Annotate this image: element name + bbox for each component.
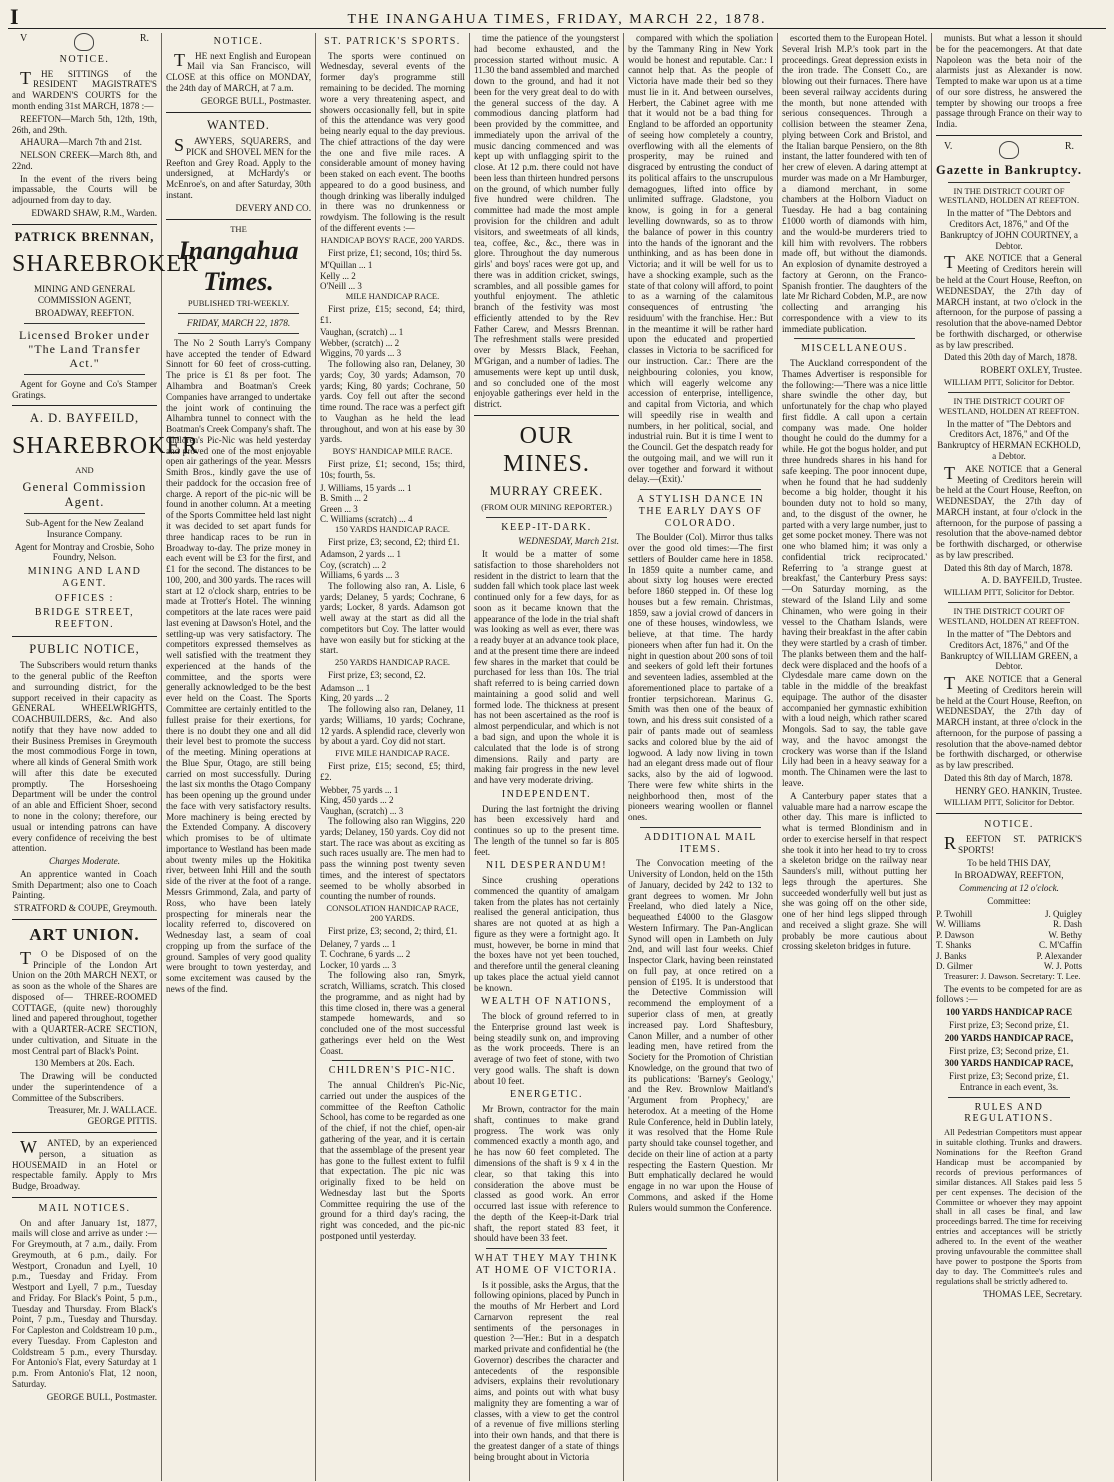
committee-member: C. M'Caffin	[1039, 940, 1082, 951]
court-solicitor: WILLIAM PITT, Solicitor for Debtor.	[943, 376, 1075, 387]
court-matter: In the matter of "The Debtors and Creditors Act, 1876," and Of the Bankruptcy of HERMAN ECKHOLD, a Debtor.	[937, 418, 1081, 461]
picnic-continued: time the patience of the youngsterst had become exhausted, and the procession started without music. A 11.30 the band assembled and marched down to the ground, and had it not been for the very great deal to do with the general success of the day. A commodious dancing platform had been provided by the committee, and immediately upon the arrival of the music dancing commenced and was kept up with unflagging spirit to the close. At 12 p.m. there could not have been less than thirteen hundred persons on the ground, of which number fully five hundred were children. The committee had made the most ample provision for the children and adult visitors, and sweetmeats of all kinds, tea, coffee, &c., &c., there was in glore. Throughout the day numerous girls' and boys' races were got up, and there was in addition cricket, swings, scrambles, and all possible games for youthful enjoyment. The athletic branch of the festivity was most efficiently attended to by the Rev Father Carew, and Messrs Brennan. The refreshment stalls were presided over by Messrs Black, Feehan, M'Grigan, and a number of ladies. The amusements were kept up until dusk, and so concluded one of the most enjoyable gatherings ever held in the district.	[474, 33, 619, 410]
race-result: Vaughan, (scratch) ... 1	[320, 327, 404, 338]
committee-heading: Committee:	[987, 895, 1031, 906]
column-3	[316, 33, 470, 1481]
race-prizes: First prize, £3; second, 2; third, £1.	[328, 926, 458, 937]
race-heading: CONSOLATION HANDICAP RACE, 200 YARDS.	[326, 903, 459, 924]
race-prizes: First prize, £3; second, £2; third £1.	[328, 536, 460, 547]
event-title: 200 YARDS HANDICAP RACE,	[944, 1032, 1074, 1043]
race-result: Webber, (scratch) ... 2	[320, 337, 400, 348]
rules-heading: RULES AND REGULATIONS.	[964, 1101, 1054, 1125]
committee-row	[936, 909, 1082, 920]
divider	[948, 1097, 1070, 1098]
mail-signature: GEORGE BULL, Postmaster.	[46, 1391, 157, 1402]
sports-notice-heading: NOTICE.	[984, 819, 1034, 831]
bayfeild-mining: MINING AND LAND AGENT.	[27, 566, 142, 589]
divider	[24, 323, 145, 324]
committee-member: P. Alexander	[1036, 950, 1082, 961]
race-result: Adamson, 2 yards ... 1	[320, 549, 401, 560]
court-dated: Dated this 8th day of March, 1878.	[944, 772, 1073, 783]
masthead-title: THE INANGAHUA TIMES, FRIDAY, MARCH 22, 1878.	[347, 12, 767, 27]
event-prizes: First prize, £3; Second prize, £1.	[949, 1045, 1069, 1056]
committee-member: R. Dash	[1053, 919, 1082, 930]
race-prizes: First prize, £15; second, £5; third, £2.	[320, 760, 465, 782]
race-note: The following also ran, A. Lisle, 6 yards; Delaney, 5 yards; Cochrane, 6 yards; Locker, 8 yards. Adamson got well away at the start as did all the competitors but Coy. The latter would have won easily but for sticking at the start.	[320, 580, 465, 656]
misc-heading: MISCELLANEOUS.	[801, 343, 908, 355]
race-note: The following also ran, Smyrk, scratch, Williams, scratch. This closed the programme, and as night had by this time closed in, there was a general stampede homewards, and so concluded one of the most successful gatherings ever held on the West Coast.	[320, 970, 465, 1056]
vr-right: R.	[139, 33, 149, 44]
vr-crest-row	[936, 141, 1082, 159]
race-result: Wiggins, 70 yards ... 3	[320, 348, 402, 359]
rules-signature: THOMAS LEE, Secretary.	[983, 1288, 1082, 1299]
won-text: The block of ground referred to in the Enterprise ground last week is being steadily sunk on, and improving as the work proceeds. There is an average of two feet of stone, with two very good walls. The shaft is down about 10 feet.	[474, 1011, 619, 1086]
masthead	[8, 6, 1106, 29]
dance-text: The Boulder (Col). Mirror thus talks over the good old times:—The first settlers of Boulder came here in 1858. In 1859 quite a number came, and about sixty log houses were erected before 1860 stepped in. Of these log houses but a few remain. Christmas, 1859, saw a jovial crowd of dancers in one of these houses, windowless, we believe, at that time. The hardy pioneers when after fun had it. On the night in question about 200 sons of toil and seekers of gold left their fortunes and seventeen ladies, assembled at the aforementioned place to partake of a frontier terpsichorean. Marinus G. Smith was then one of the beaux of town, and his dress suit consisted of a pair of pants made out of seamless sacks and colored blue by the aid of logwood. A lady now living in town had an elegant dress made out of flour sacks, also by the aid of logwood. There were few white shirts in the neighborhood then, most of the pioneers wearing woollen or flannel ones.	[628, 532, 773, 823]
race-heading: 250 YARDS HANDICAP RACE.	[334, 657, 451, 668]
divider	[24, 374, 145, 375]
divider	[948, 602, 1070, 603]
kt-text: It would be a matter of some satisfaction to those shareholders not resident in the district to learn that the sudden fall which took place last week continued only for a few days, for as soon as it became known that the appearance of the lode in the trial shaft was looking as well as ever, there was a ready buyer at an advance took place, and at the present time there are indeed few shares in the market that could be purchased for less than 10s. The trial shaft referred to is being carried down maintaining a good solid and well formed lode. The thickness at present has not been ascertained as the roof is almost perpendicular, and which is not a bad sign, and upon the whole it is calculated that the lode is of strong dimensions. Raily and party are making fair progress in the new level and have very moderate driving.	[474, 548, 619, 786]
race-result: Delaney, 7 yards ... 1	[320, 938, 396, 949]
divider	[948, 392, 1070, 393]
race-heading: BOYS' HANDICAP MILE RACE.	[332, 446, 453, 457]
column-7	[932, 33, 1086, 1481]
sittings-nelson: NELSON CREEK—March 8th, and 22nd.	[12, 150, 157, 171]
what-heading: WHAT THEY MAY THINK AT HOME OF VICTORIA.	[474, 1253, 619, 1276]
energetic-heading: ENERGETIC.	[509, 1089, 584, 1101]
divider	[12, 1132, 157, 1133]
bayfeild-offices: OFFICES :	[55, 592, 114, 604]
race-result: J. Williams, 15 yards ... 1	[320, 482, 412, 493]
bayfeild-street: BRIDGE STREET, REEFTON.	[34, 607, 135, 630]
race-heading: 150 YARDS HANDICAP RACE.	[334, 523, 451, 534]
art-union-text: TO be Disposed of on the Principle of the London Art Union on the 20th MARCH NEXT, or as soon as the whole of the Shares are disposed of— THREE-ROOMED COTTAGE, (quite new) thoroughly lined and papered throughout, together with a QUARTER-ACRE SECTION, under cultivation, and Situate in the most Central part of Black's Point.	[12, 947, 157, 1056]
court-heading: IN THE DISTRICT COURT OF WESTLAND, HOLDEN AT REEFTON.	[938, 395, 1080, 416]
court-dated: Dated this 8th day of March, 1878.	[944, 562, 1073, 573]
what-continued: compared with which the spoliation by the Tammany Ring in New York would be honest and reputable. Car.: I cannot help that. As the people of Victoria have made their bed so they must lie in it. And between ourselves, Herbert, the Cabinet agree with me that it would not be a bad thing for England to be afforded an opportunity of seeing how completely a country, overflowing with all the elements of prosperity, may be ruined and disgraced by entrusting the conduct of its political affairs to the unscrupulous demagogues, lifted into office by unlimited suffrage. Gladstone, you know, is going in for a general levelling downwards, so as to throw the balance of power in this country into the hands of the ignorant and the unthinking, and as has been done in Victoria; and it will be well for us to have a shocking example, such as the state of that colony will afford, to point to as a warning of the calamitous consequences of entrusting 'the residuum' with the franchise. Her.: But in the meantime it will be rather hard upon the educated and propertied classes in Victoria to be sacrificed for our instruction. Car.: There are the neighbouring colonies, you know, which will eagerly welcome any accession of enterprise, intelligence, and capital from Victoria, and which will speedily rise in wealth and numbers, in her political, social, and industrial ruin. But it is time I went to the Council. Get the despatch ready for the outgoing mail, and we will run it over together and forward it without delay.—(Exit).'	[628, 33, 773, 485]
court-dated: Dated this 20th day of March, 1878.	[944, 352, 1078, 363]
race-note: The following also ran, Delaney, 30 yards; Coy, 30 yards; Adamson, 70 yards; King, 80 yards; Cochrane, 50 yards. Coy fell out after the second time round. The race was a perfect gift to Vaughan as he held the lead throughout, and won at his ease by 30 yards.	[320, 358, 465, 445]
committee-member: J. Quigley	[1045, 908, 1082, 919]
royal-crest-icon	[999, 141, 1019, 159]
public-notice-signature: STRATFORD & COUPE, Greymouth.	[13, 903, 157, 914]
paper-date: FRIDAY, MARCH 22, 1878.	[186, 318, 291, 329]
divider	[166, 219, 311, 220]
bayfeild-and: AND	[75, 464, 94, 475]
court-notice: TAKE NOTICE that a General Meeting of Creditors herein will be held at the Court House, Reefton, on WEDNESDAY, the 27th day of MARCH instant, at three o'clock in the afternoon, for the purpose of passing a resolution that the above-named debtor be forthwith discharged, or otherwise as by law prescribed.	[936, 673, 1082, 771]
committee-member: P. Dawson	[936, 929, 975, 940]
sittings-text: THE SITTINGS of the RESIDENT MAGISTRATE'S and WARDEN'S COURTS for the month ending 31st MARCH, 1878 :—	[12, 67, 157, 111]
mines-from: (FROM OUR MINING REPORTER.)	[481, 501, 612, 512]
committee-member: D. Gilmer	[936, 961, 973, 972]
page-mark: I	[10, 4, 21, 29]
art-union-drawing: The Drawing will be conducted under the superintendence of a Committee of the Subscribers.	[12, 1071, 157, 1103]
race-result: Webber, 75 yards ... 1	[320, 784, 399, 795]
court-solicitor: WILLIAM PITT, Solicitor for Debtor.	[943, 797, 1075, 808]
race-note: The following also ran, Delaney, 11 yards; Williams, 10 yards; Cochrane, 12 yards. A splendid race, cleverly won by about a yard. Coy did not start.	[320, 703, 465, 747]
editorial-text: The No 2 South Larry's Company have accepted the tender of Edward Sinnott for 60 feet of cross-cutting. The price is £1 8s per foot. The Alhambra and Boatman's Creek Companies have arranged to undertake the joint work of continuing the Alhambra tunnel to connect with the Boatman's Creek Company's shaft. The Children's Pic-Nic was held yesterday and proved one of the most enjoyable open air gatherings of the year. Messrs Smith Bros., kindly gave the use of their paddock for the occasion free of charge. A report of the pic-nic will be found in another column. At a meeting of the Sports Committee held last night it was decided to set apart funds for three handicap races to be run in Broadway to-day. The prize money in each event will be £3 for the first, and £1 for the second. The distances to be 100, 200, and 300 yards. The races will start at 12 o'clock sharp, entries to be made at Trotter's Hotel. The winning competitors at the late races were paid last evening at Dawson's Hotel, and the settling-up was very satisfactory. The competitors expressed themselves as well satisfied with the treatment they experienced at the hands of the committee, and the sports were generally acknowledged to be the best ever held on the Coast. The Sports Committee are certainly entitled to the fullest praise for their exertions, for there is no doubt they one and all did their level best to promote the success of the meeting. Mining operations at the Blue Spur, Otago, are still being carried on most successfully. During the last six months the Otago Company has been opening up the ground under the face with very satisfactory results. More machinery is being erected by the Extended Company. A discovery which promises to be of ultimate importance to Westland has been made about twenty miles up the Hokitika river, between Inhi Hill and the south side of the river at the foot of a range. Messrs Grimmond, Zala, and party of Ross, who have been lately prospecting for minerals near the locality referred to, discovered on Wednesday last, a seam of coal cropping up from the surface of the ground. Samples of very good quality were brought to town yesterday, and some excitement was caused by the news of the find.	[166, 337, 311, 994]
divider	[12, 224, 157, 225]
wanted-heading: WANTED.	[207, 117, 270, 132]
picnic-heading: CHILDREN'S PIC-NIC.	[328, 1065, 457, 1077]
art-union-heading: ART UNION.	[29, 924, 140, 944]
divider	[936, 135, 1082, 136]
column-5	[624, 33, 778, 1481]
paper-published: PUBLISHED TRI-WEEKLY.	[187, 298, 290, 309]
committee-member: W. J. Potts	[1043, 961, 1082, 972]
misc-text: The Auckland correspondent of the Thames Advertiser is responsible for the following:—'There was a nice little share swindle the other day, but unfortunately for the chap who played first fiddle. A call upon a certain company was made. One holder thought he could do the dummy for a while. He got the bogus holder, and put three hundreds shares in his hand for safe keeping. The poor innocent dupe, when he found that he had suddenly become a big holder, thought it his bounden duty not to hold so many, and, to the disgust of the owner, he parted with a very large number, just to get some pocket money. There was not one who blamed him; it was only a confidential trick reciprocated.' Referring to 'a strange guest at breakfast,' the Canterbury Press says:—On Saturday morning, as the steward of the Island Lily and some Chinamen, who were going in their vessel to the Chatham Islands, were having their breakfast in the after cabin they were startled by a crash of timber. The planks between them and the half-deck were displaced and the hoofs of a Clydesdale mare came down on the table in the middle of the breakfast equipage. The author of the disaster accompanied her gymnastic exhibition with a loud neigh, which rather scared Mongols. Sad to say, the table gave way, and the havoc amongst the crockery was worse than if the Island Lily had been in a heavy seaway for a month. The Chinamen were the last to leave.	[782, 358, 927, 788]
columns	[8, 33, 1106, 1481]
divider	[948, 182, 1070, 183]
committee-member: P. Twohill	[936, 908, 973, 919]
column-6	[778, 33, 932, 1481]
race-result: Green ... 3	[320, 503, 358, 514]
race-result: T. Cochrane, 6 yards ... 2	[320, 949, 411, 960]
sports-heading: ST. PATRICK'S SPORTS.	[324, 36, 461, 47]
race-heading: FIVE MILE HANDICAP RACE.	[335, 748, 450, 759]
divider	[12, 1197, 157, 1198]
mail-items-continued: escorted them to the European Hotel. Several Irish M.P.'s took part in the proceedings. Great depression exists in the iron trade. The Consett Co., are blowing out their furnaces. There have been several railway accidents during the month, but none attended with serious consequences. Through a collision between the steamer Zena, plying between Cork and Bristol, and the Italian barque Pensiero, on the 8th instant, the latter foundered with ten of her crew of eleven. A daring attempt at murder was made on a Mr Hamburger, a diamond merchant, in some chambers at the Holborn Viaduct on Tuesday. He had a bag containing £1000 worth of diamonds with him, and the would-be murderers tried to kill him with revolvers. The robbers made off, but without the diamonds. An explosion of dynamite destroyed a factory at Geronn, on the Franco-Spanish frontier. The daughters of the late Mr Richard Cobden, M.P., are now collecting and arranging his correspondence with a view to its immediate publication.	[782, 33, 927, 334]
vr-left: V	[20, 33, 28, 44]
race-result: O'Neill ... 3	[320, 281, 362, 292]
court-solicitor: WILLIAM PITT, Solicitor for Debtor.	[943, 587, 1075, 598]
vr-right: R.	[1064, 140, 1074, 152]
bayfeild-subagent: Sub-Agent for the New Zealand Insurance Company.	[25, 518, 144, 539]
divider	[12, 919, 157, 920]
court-notice: TAKE NOTICE that a General Meeting of Creditors herein will be held at the Court House, Reefton, on WEDNESDAY, the 27th day of MARCH instant, at two o'clock in the afternoon, for the purpose of passing a resolution that the above-named Debtor be forthwith discharged, or otherwise as by law prescribed.	[936, 252, 1082, 350]
event-prizes: First prize, £3; Second prize, £1. Entrance in each event, 3s.	[949, 1071, 1069, 1092]
race-prizes: First prize, £3; second, £2.	[328, 670, 426, 681]
art-union-signature: Treasurer, Mr. J. WALLACE. GEORGE PITTIS.	[48, 1105, 157, 1127]
dance-heading: A STYLISH DANCE IN THE EARLY DAYS OF COLORADO.	[636, 494, 765, 529]
kt-heading: KEEP-IT-DARK.	[501, 521, 592, 533]
independent-heading: INDEPENDENT.	[501, 788, 592, 800]
column-4	[470, 33, 624, 1481]
divider	[486, 1248, 607, 1249]
royal-crest-icon	[74, 33, 94, 51]
race-result: Kelly ... 2	[320, 270, 356, 281]
divider	[474, 415, 619, 416]
committee-row	[936, 940, 1082, 951]
column-2	[162, 33, 316, 1481]
sittings-reefton: REEFTON—March 5th, 12th, 19th, 26th, and 29th.	[12, 113, 157, 135]
wanted-signature: DEVERY AND CO.	[235, 202, 311, 213]
mines-heading: OUR MINES.	[503, 422, 590, 477]
energetic-text: Mr Brown, contractor for the main shaft, continues to make grand progress. The work was only commenced exactly a month ago, and he has now 60 feet completed. The dimensions of the shaft is 9 x 4 in the clear, so that taking this into consideration the above must be classed as good work. An error occurred last issue with reference to the depth of the Keep-it-Dark trial shaft, the report stated 83 feet, it should have been 33 feet.	[474, 1104, 619, 1244]
bayfeild-general: General Commission Agent.	[22, 479, 147, 509]
court-trustee: HENRY GEO. HANKIN, Trustee.	[955, 785, 1082, 796]
sports-intro: The sports were continued on Wednesday, several events of the former day's programme still remaining to be decided. The morning wore a very threatening aspect, and showers occasionally fell, but in spite of this the attendance was very good being nearly equal to the day previous. The chief attractions of the day were the one and five mile races. A considerable amount of money having been staked on each event. The booths appeared to do a good business, and though drinking was liberally indulged in there was no drunkenness or rowdyism. The following is the result of the different events :—	[320, 50, 465, 233]
divider	[332, 1060, 453, 1061]
divider	[178, 313, 299, 314]
divider	[166, 112, 311, 113]
race-result: B. Smith ... 2	[320, 493, 368, 504]
public-notice-text: The Subscribers would return thanks to the general public of the Reefton and surrounding district, for the support received in their capacity as GENERAL WHEELWRIGHTS, COACHBUILDERS, &c. And also notify that they have now added to their Business Premises in Greymouth the most commodious Forge in town, where all kinds of General Smith work will after this date be executed promptly. The Horseshoeing Department will be under the control of an able and Efficient Shoer, second to none in the colony; therefore, our usual or intending patrons can have every confidence of receiving the best attention.	[12, 660, 157, 854]
divider	[640, 489, 761, 490]
divider	[794, 338, 915, 339]
event-prizes: First prize, £3; Second prize, £1.	[949, 1020, 1069, 1031]
race-result: C. Williams (scratch) ... 4	[320, 514, 413, 525]
picnic-text: The annual Children's Pic-Nic, carried out under the auspices of the committee of the Reefton Catholic School, has come to be regarded as one of the chief, if not the chief, open-air gathering of the year, and it is certain that the assemblage of the present year has gone to the fullest extent to fulfil that expectation. The pic nic was originally fixed to be held on Wednesday last but the Sports Committee requiring the use of the ground for a third day's racing, the right was conceded, and the pic-nic postponed until yesterday.	[320, 1080, 465, 1241]
race-prizes: First prize, £1; second, 15s; third, 10s; fourth, 5s.	[320, 459, 465, 480]
brennan-name: PATRICK BRENNAN,	[14, 229, 155, 244]
sittings-signature: EDWARD SHAW, R.M., Warden.	[31, 207, 157, 218]
canterbury-text: A Canterbury paper states that a valuable mare had a narrow escape the other day. This mare is inflicted to what is termed Blondinism and in order to exercise herself in that respect she took it into her head to try to cross a skeleton bridge on the railway near Saunders's mill, without putting her legs through the apertures. She succeeded wonderfully well but just as she was going off on the other side, one of her hind legs slipped through and received a slight graze. She will probably be more cautious about crossing skeleton bridges in future.	[782, 790, 927, 952]
rules-text: All Pedestrian Competitors must appear in suitable clothing. Trunks and drawers. Nominations for the Reefton Grand Handicap must be accompanied by records of previous performances of similar distances. All Stakes paid less 5 per cent expenses. The decision of the Committee or whoever they may appoint shall in all cases be final, and law proceedings barred. The time for receiving entries and acceptances will be strictly adhered to. In the event of the weather proving unfavourable the committee shall have power to postpone the Sports from day to day. The Committee's rules and regulations shall be strictly adhered to.	[936, 1126, 1082, 1287]
sports-notice-held: To be held THIS DAY,	[967, 857, 1051, 868]
notice-heading: NOTICE.	[213, 36, 264, 47]
committee-row	[936, 930, 1082, 941]
public-notice-charges: Charges Moderate.	[48, 856, 121, 867]
race-result: King, 20 yards ... 2	[320, 693, 389, 704]
notice-signature: GEORGE BULL, Postmaster.	[200, 95, 311, 106]
court-heading: IN THE DISTRICT COURT OF WESTLAND, HOLDEN AT REEFTON.	[938, 606, 1080, 627]
race-result: Coy, (scratch) ... 2	[320, 559, 387, 570]
column-1	[8, 33, 200, 1481]
divider	[12, 636, 157, 637]
race-result: Vaughan, (scratch) ... 3	[320, 805, 404, 816]
what-text: Is it possible, asks the Argus, that the following opinions, placed by Punch in the mouths of Mr Herbert and Lord Carnarvon represent the real sentiments of the personages in question ?—'Her.: But in a despatch marked private and confidential he (the Governor) describes the character and antecedents of the responsible advisers, explains their revolutionary aims, and points out with what busy malignity they are fomenting a war of classes, with a view to get the control of a revenue of five millions sterling into their own hands, and that there is the greatest danger of a state of things being brought about in Victoria	[474, 1279, 619, 1462]
gazette-heading: Gazette in Bankruptcy.	[936, 162, 1082, 177]
divider	[12, 405, 157, 406]
kt-date: WEDNESDAY, March 21st.	[518, 536, 619, 547]
court-trustee: A. D. BAYFEILD, Trustee.	[981, 575, 1082, 586]
treasurer-line: Treasurer: J. Dawson. Secretary: T. Lee.	[944, 970, 1081, 981]
bayfeild-title: SHAREBROKER	[12, 432, 200, 459]
race-note: The following also ran Wiggins, 220 yards; Delaney, 150 yards. Coy did not start. The race was about as exciting as such races usually are. The men had to pass the winning post twenty seven times, and the interest of spectators seemed to be wholly absorbed in counting the number of rounds.	[320, 816, 465, 902]
paper-nameplate: Inangahua Times.	[178, 236, 299, 296]
court-trustee: ROBERT OXLEY, Trustee.	[980, 365, 1082, 376]
events-intro: The events to be competed for are as follows :—	[936, 983, 1082, 1005]
bayfeild-name: A. D. BAYFEILD,	[29, 411, 140, 426]
brennan-title: SHAREBROKER	[12, 251, 200, 278]
wanted-text: SAWYERS, SQUARERS, and PICK and SHOVEL MEN for the Reefton and Grey Road. Apply to the undersigned, at McHardy's or McEnroe's, on and after Saturday, 30th instant.	[166, 135, 311, 200]
paper-the: THE	[230, 223, 247, 234]
nil-text: Since crushing operations commenced the quantity of amalgam taken from the plates has not certainly realised the general anticipation, thus shares are not quoted at as high a figure as they were a fortnight ago. It must, however, be borne in mind that the boxes have not yet been touched, and therefore until the general cleaning up takes place the actual yield cannot be known.	[474, 875, 619, 993]
event-title: 100 YARDS HANDICAP RACE	[945, 1007, 1073, 1018]
race-result: M'Quillan ... 1	[320, 260, 373, 271]
race-heading: HANDICAP BOYS' RACE, 200 YARDS.	[320, 234, 465, 245]
divider	[936, 813, 1082, 814]
additional-mail-text: The Convocation meeting of the University of London, held on the 15th of January, decided by 242 to 132 to grant degrees to women. Mr John Freeland, who died lately a Nice, bequeathed £4000 to the Glasgow Western Infirmary. The Pan-Anglican Synod will open in Lambeth on July 2nd, and will last four weeks. Chief Inspector Clark, having been reinstated on full pay, at once retired on a pension of £195. It is understood that the Detective Commission will recommend the employment of a superior class of men, at greatly increased pay. Lord Shaftesbury, Canon Miller, and a number of other leading men, have retired from the Society for the Promotion of Christian Knowledge, on the ground that two of its publications: 'Barney's Geology,' and the Rev. Brownlow Maitland's 'Argument from Prophecy,' are heterodox. At a meeting of the Home Rule Conference, held in Dublin lately, it was resolved that the Home Rule party should take counsel together, and decide on their line of action at a party respecting the Eastern Question. Mr Butt emphatically declared he would engage in no war upon the House of Commons, and asked if the Home Rulers would summon the Conference.	[628, 858, 773, 1213]
committee-member: J. Banks	[936, 950, 967, 961]
public-notice-heading: PUBLIC NOTICE,	[29, 641, 140, 656]
notice-heading: NOTICE.	[59, 54, 110, 65]
brennan-sub: MINING AND GENERAL COMMISSION AGENT,	[33, 284, 136, 306]
race-result: Williams, 6 yards ... 3	[320, 570, 400, 581]
court-matter: In the matter of "The Debtors and Creditors Act, 1876," and Of the Bankruptcy of WILLIAM GREEN, a Debtor.	[940, 628, 1078, 672]
mail-close-notice: THE next English and European Mail via San Francisco, will CLOSE at this office on MONDAY, the 24th day of MARCH, at 7 a.m.	[166, 49, 311, 93]
mail-heading: MAIL NOTICES.	[38, 1202, 131, 1214]
bayfeild-montray: Agent for Montray and Crosbie, Soho Foundry, Nelson.	[14, 541, 155, 563]
court-matter: In the matter of "The Debtors and Creditors Act, 1876," and Of the Bankruptcy of JOHN COURTNEY, a Debtor.	[940, 208, 1078, 251]
committee-row	[936, 919, 1082, 930]
divider	[486, 517, 607, 518]
mines-subheading: MURRAY CREEK.	[489, 483, 604, 498]
additional-mail-heading: ADDITIONAL MAIL ITEMS.	[644, 831, 757, 855]
brennan-agent: Agent for Goyne and Co's Stamper Gratings.	[12, 378, 157, 400]
race-result: Adamson ... 1	[320, 682, 371, 693]
sittings-note: In the event of the rivers being impassable, the Courts will be adjourned from day to day.	[12, 173, 157, 206]
court-heading: IN THE DISTRICT COURT OF WESTLAND, HOLDEN AT REEFTON.	[938, 185, 1080, 206]
sittings-ahaura: AHAURA—March 7th and 21st.	[20, 137, 142, 148]
race-result: Locker, 10 yards ... 3	[320, 959, 397, 970]
wanted-housemaid: WANTED, by an experienced person, a situation as HOUSEMAID in an Hotel or respectable family. Apply to Mrs Budge, Broadway.	[12, 1137, 157, 1192]
committee-member: W. Williams	[936, 919, 981, 930]
race-prizes: First prize, £1; second, 10s; third 5s.	[328, 247, 462, 258]
race-result: King, 450 yards ... 2	[320, 795, 394, 806]
independent-text: During the last fortnight the driving has been excessively hard and continues so up to the present time. The length of the tunnel so far is 805 feet.	[474, 803, 619, 857]
committee-member: W. Bethy	[1048, 929, 1082, 940]
vr-crest-row	[12, 33, 157, 51]
sports-notice-where: In BROADWAY, REEFTON,	[954, 870, 1064, 881]
committee-row	[936, 951, 1082, 962]
sports-notice-time: Commencing at 12 o'clock.	[959, 883, 1059, 894]
misc-continued: munists. But what a lesson it should be for the peacemongers. At that date Napoleon was the beta noir of the alarmists just as Alexander is now. Tempted to make war upon us at a time of our sore distress, he answered the tempter by showing our troops a free passage through France on their way to India.	[936, 33, 1082, 130]
event-title: 300 YARDS HANDICAP RACE,	[944, 1058, 1074, 1069]
mail-text: On and after January 1st, 1877, mails will close and arrive as under :— For Greymouth, at 7 a.m., daily. From Greymouth, at 6 p.m., daily. For Westport, Cronadun and Lyell, 10 p.m., Tuesday and Friday. From Westport and Lyell, 7 p.m., Tuesday and Friday. For Black's Point, 5 p.m., Tuesday and Thursday. From Black's Point, 7 p.m., Tuesday and Thursday. For Capleston and Coldstream 10 p.m., every Tuesday. From Capleston and Coldstream 5 p.m., every Thursday. For Antonio's Flat, every Saturday at 1 p.m. From Antonio's Flat, 12 noon, Saturday.	[12, 1217, 157, 1390]
brennan-address: BROADWAY, REEFTON.	[34, 307, 135, 318]
public-notice-apprentice: An apprentice wanted in Coach Smith Department; also one to Coach Painting.	[12, 868, 157, 901]
sports-notice-title: REEFTON ST. PATRICK'S SPORTS!	[944, 833, 1082, 855]
committee-member: T. Shanks	[936, 940, 972, 951]
brennan-licensed: Licensed Broker under "The Land Transfer Act."	[19, 327, 150, 370]
nil-heading: NIL DESPERANDUM!	[485, 860, 608, 872]
race-prizes: First prize, £15; second, £4; third, £1.	[320, 303, 465, 325]
won-heading: WEALTH OF NATIONS,	[480, 996, 613, 1008]
divider	[24, 513, 145, 514]
divider	[640, 827, 761, 828]
court-notice: TAKE NOTICE that a General Meeting of Creditors herein will be held at the Court House, Reefton, on WEDNESDAY, the 27th day of MARCH instant, at four o'clock in the afternoon, for the purpose of passing a resolution that the above-named debtor be forthwith discharged, or otherwise as by law prescribed.	[936, 462, 1082, 560]
divider	[178, 333, 299, 334]
race-heading: MILE HANDICAP RACE.	[345, 290, 440, 301]
art-union-members: 130 Members at 20s. Each.	[34, 1058, 135, 1069]
vr-left: V.	[944, 140, 953, 152]
